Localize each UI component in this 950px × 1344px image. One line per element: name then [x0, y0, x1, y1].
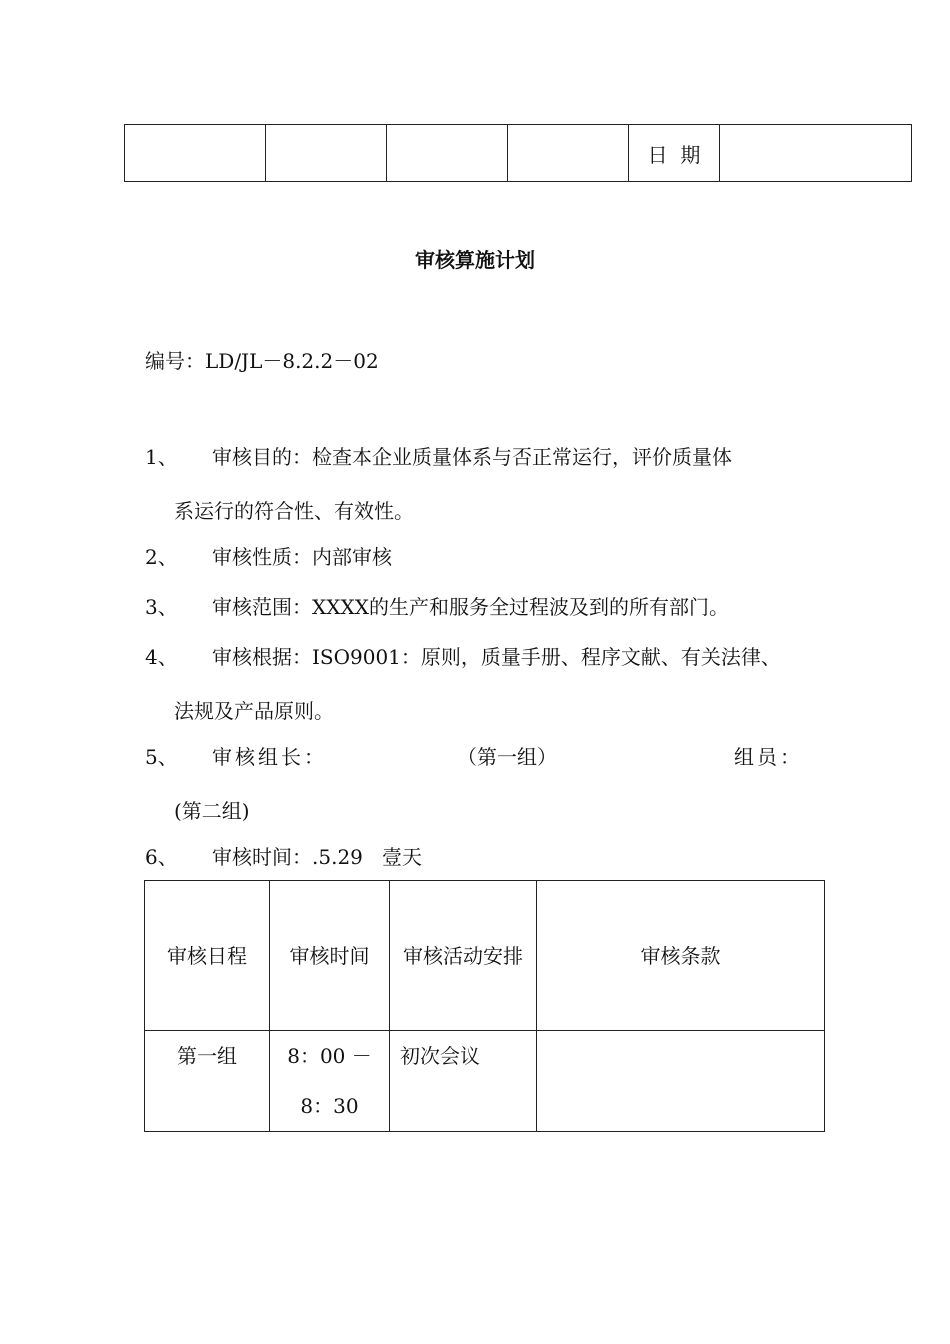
item-continuation: 法规及产品原则。	[174, 699, 334, 723]
item-text: 审核时间：.5.29 壹天	[212, 845, 422, 869]
item-number: 4、	[145, 645, 178, 669]
audit-plan-table	[144, 880, 825, 1132]
document-code: 编号：LD/JL－8.2.2－02	[145, 349, 379, 373]
date-label-cell	[629, 125, 720, 182]
date-value-cell	[720, 125, 912, 182]
column-header: 审核条款	[537, 881, 825, 1031]
item-continuation: 系运行的符合性、有效性。	[174, 499, 414, 523]
column-header: 审核日程	[145, 881, 270, 1031]
clause-cell	[537, 1031, 825, 1132]
group-one-label: （第一组）	[457, 745, 557, 769]
team-leader-label: 审核组长：	[212, 745, 327, 769]
date-label: 日 期	[647, 142, 701, 167]
header-cell-empty	[266, 125, 387, 182]
activity-cell: 初次会议	[390, 1031, 537, 1132]
schedule-cell: 第一组	[145, 1031, 270, 1132]
table-row	[145, 1031, 825, 1132]
item-number: 1、	[145, 445, 178, 469]
header-cell-empty	[387, 125, 508, 182]
item-text: 审核目的：检查本企业质量体系与否正常运行，评价质量体	[212, 445, 732, 469]
header-cell-empty	[125, 125, 266, 182]
item-text: 审核范围：XXXX的生产和服务全过程波及到的所有部门。	[212, 595, 729, 619]
item-text: 审核性质：内部审核	[212, 545, 392, 569]
item-number: 6、	[145, 845, 178, 869]
item-text: 审核根据：ISO9001：原则，质量手册、程序文献、有关法律、	[212, 645, 781, 669]
item-number: 2、	[145, 545, 178, 569]
document-title: 审核算施计划	[415, 248, 535, 272]
column-header: 审核活动安排	[390, 881, 537, 1031]
column-header: 审核时间	[270, 881, 390, 1031]
item-number: 5、	[145, 745, 178, 769]
item-continuation: (第二组)	[174, 799, 250, 823]
item-number: 3、	[145, 595, 178, 619]
header-table	[124, 124, 912, 182]
time-cell: 8：00 －8：30	[270, 1031, 390, 1132]
header-cell-empty	[508, 125, 629, 182]
members-label: 组员：	[734, 745, 803, 769]
